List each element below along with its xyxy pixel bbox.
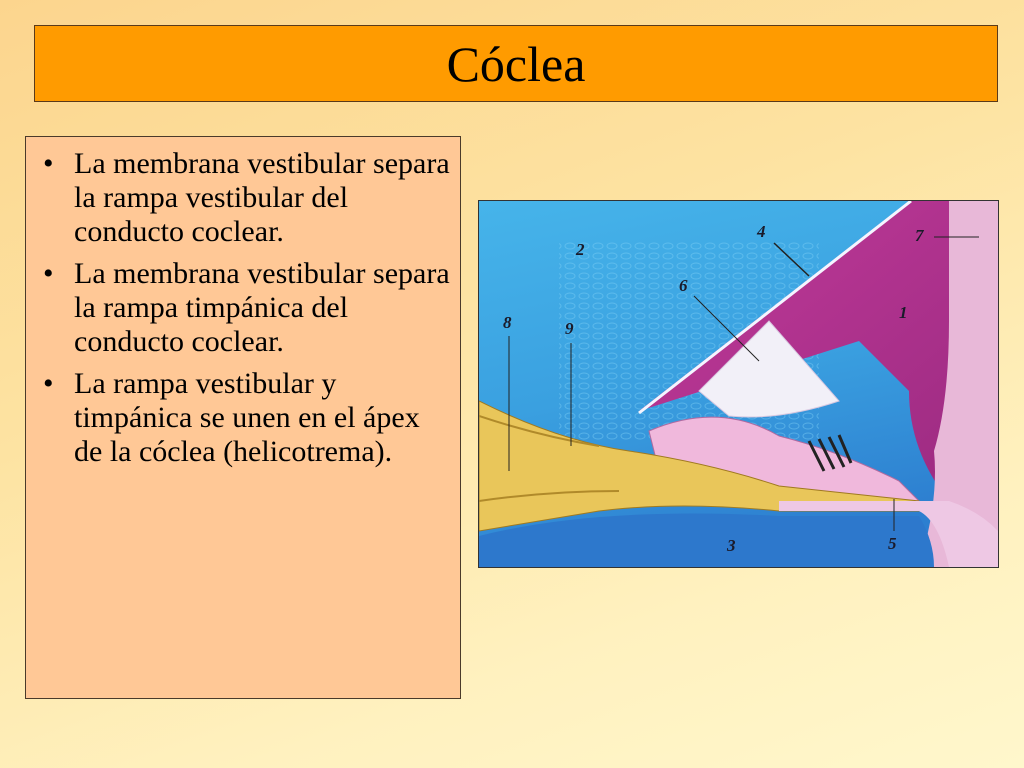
bullet-item [43,147,450,249]
label-7: 7 [915,226,924,245]
bullet-text: La rampa vestibular y timpánica se unen en el ápex de la cóclea (helicotrema). [74,367,420,468]
label-6: 6 [679,276,688,295]
bullet-text-box [25,136,461,699]
bullet-text: La membrana vestibular separa la rampa timpánica del conducto coclear. [74,257,450,358]
label-5: 5 [888,534,897,553]
bullet-icon: • [43,257,54,290]
bullet-icon: • [43,367,54,400]
label-8: 8 [503,313,512,332]
cochlea-drawing [479,201,998,567]
label-1: 1 [899,303,908,322]
title-bar [34,25,998,102]
label-2: 2 [576,240,585,259]
label-9: 9 [565,319,574,338]
bullet-icon: • [43,147,54,180]
label-4: 4 [757,222,766,241]
label-3: 3 [727,536,736,555]
cochlea-illustration [478,200,999,568]
bullet-list [26,137,460,469]
bullet-item [43,367,450,469]
bullet-item [43,257,450,359]
bullet-text: La membrana vestibular separa la rampa vestibular del conducto coclear. [74,147,450,248]
slide-title: Cóclea [446,35,586,92]
